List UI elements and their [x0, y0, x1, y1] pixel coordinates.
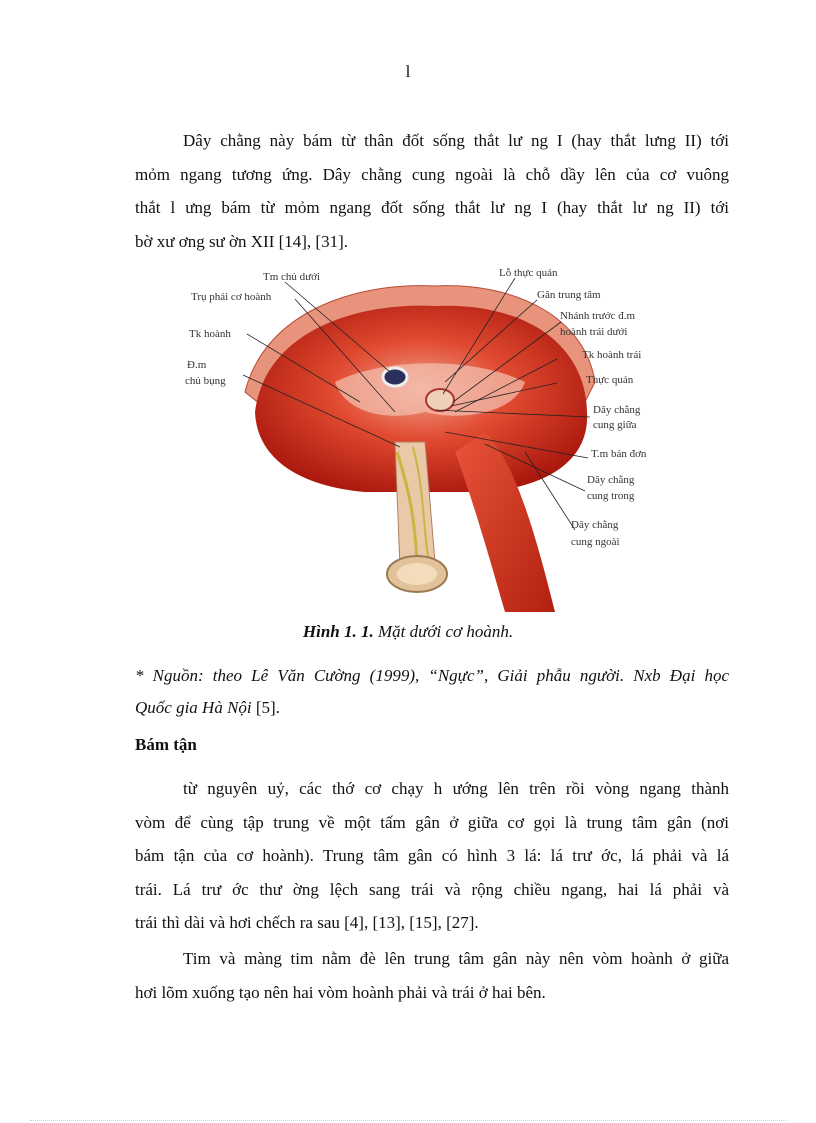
label-hemiazygos-vein: T.m bán đơn [591, 448, 647, 460]
figure-source [135, 660, 729, 724]
text-line: từ nguyên uỷ, các thớ cơ chạy h ướng lên trên rồi vòng ngang thành [183, 779, 729, 798]
label-abdominal-aorta-1: Đ.m [187, 359, 207, 371]
text-line: vòm để cùng tập trung về một tấm gân ở giữa cơ gọi là trung tâm gân (nơi [135, 812, 729, 832]
caption-number: Hình 1. 1. [302, 622, 374, 641]
label-inferior-vena-cava: Tm chủ dưới [263, 271, 320, 283]
label-abdominal-aorta-2: chủ bụng [185, 375, 226, 387]
text-line: bờ xư ơng sư ờn XII [14], [31]. [135, 231, 349, 251]
label-lateral-arcuate-2: cung ngoài [571, 536, 620, 548]
label-esophagus: Thực quản [586, 374, 634, 386]
footer-divider [30, 1120, 786, 1121]
caption-text: Mặt dưới cơ hoành. [373, 622, 514, 641]
text-line: Tim và màng tim nằm đè lên trung tâm gân này nên vòm hoành ở giữa [183, 949, 729, 968]
vertebral-disc [397, 563, 437, 585]
label-phrenic-nerve: Tk hoành [189, 328, 231, 340]
label-medial-arcuate-2: cung trong [587, 490, 635, 502]
source-line [135, 692, 729, 724]
label-anterior-branch-1: Nhánh trước đ.m [560, 310, 636, 322]
text-line: mỏm ngang tương ứng. Dây chằng cung ngoài là chỗ dầy lên của cơ vuông [135, 164, 729, 184]
paragraph-insertion [135, 772, 729, 940]
text-line: thắt l ưng bám từ mỏm ngang đốt sống thắt lư ng I (hay thắt lư ng II) tới [135, 198, 729, 217]
label-anterior-branch-2: hoành trái dưới [560, 326, 628, 338]
label-left-phrenic-nerve: Tk hoành trái [582, 349, 642, 361]
paragraph-heart [135, 942, 729, 1009]
section-heading: Bám tận [135, 735, 197, 754]
label-right-crus: Trụ phải cơ hoành [191, 291, 272, 303]
source-publisher: Quốc gia Hà Nội [135, 698, 252, 717]
text-line: trái thì dài và hơi chếch ra sau [4], [13], [15], [27]. [135, 913, 479, 932]
vena-cava-opening [383, 368, 407, 386]
figure-caption [0, 622, 816, 642]
label-lateral-arcuate-1: Dây chằng [571, 519, 619, 531]
esophagus-opening [426, 389, 454, 411]
text-line: hơi lõm xuống tạo nên hai vòm hoành phải và trái ở hai bên. [135, 982, 546, 1002]
source-reference: [5]. [251, 698, 280, 717]
text-line: Dây chằng này bám từ thân đốt sống thắt lư ng I (hay thắt lưng II) tới [183, 131, 729, 150]
text-line: trái. Lá trư ớc thư ờng lệch sang trái và rộng chiều ngang, hai lá phải và [135, 879, 729, 899]
label-central-tendon: Gân trung tâm [537, 289, 601, 301]
label-esophageal-hiatus: Lỗ thực quản [499, 267, 558, 279]
diaphragm-illustration [185, 262, 665, 612]
text-line: bám tận của cơ hoành). Trung tâm gân có hình 3 lá: lá trư ớc, lá phải và lá [135, 846, 729, 865]
source-line: * Nguồn: theo Lê Văn Cường (1999), “Ngực”, Giải phẫu người. Nxb Đại học [135, 666, 729, 685]
label-median-arcuate-2: cung giữa [593, 419, 637, 431]
paragraph-ligaments [135, 124, 729, 258]
label-medial-arcuate-1: Dây chằng [587, 474, 635, 486]
label-median-arcuate-1: Dây chằng [593, 404, 641, 416]
page-number: l [405, 62, 411, 81]
